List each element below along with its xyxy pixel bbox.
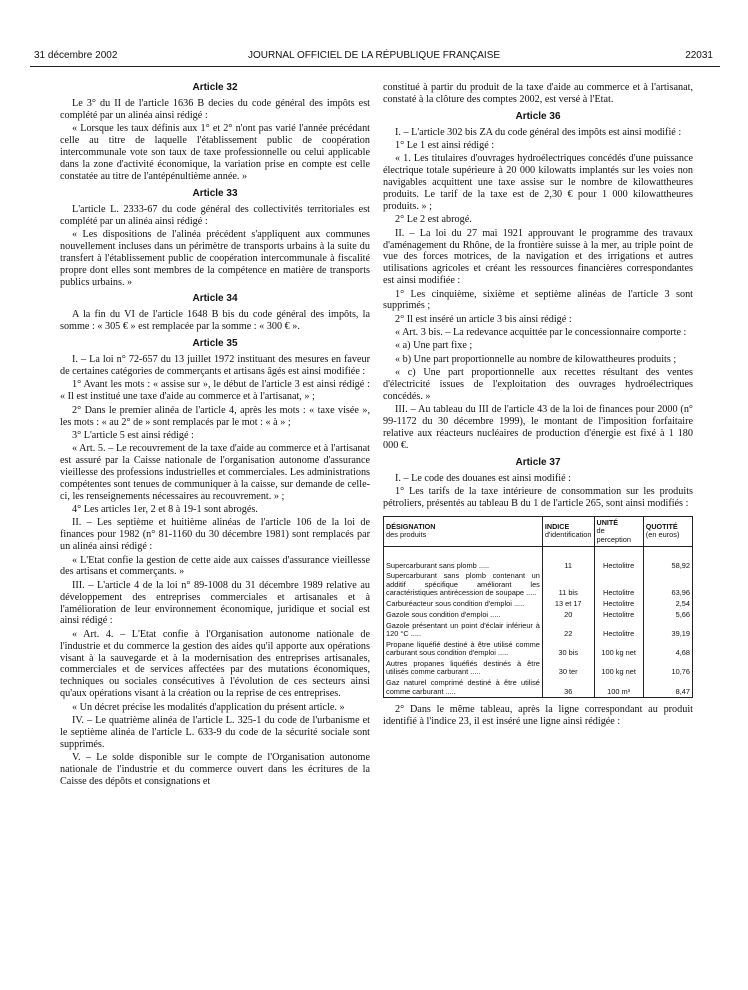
paragraph: constitué à partir du produit de la taxe d'aide au commerce et à l'artisanat, constaté à la clôture des comptes 2002, est versé à l'Etat. [383,82,693,105]
col-header-indice: INDICE d'identification [542,516,594,546]
cell-unite: 100 kg net [594,640,643,659]
table-row [384,678,693,698]
cell-unite: Hectolitre [594,561,643,572]
paragraph: « Les dispositions de l'alinéa précédent s'appliquent aux communes nouvellement incluses dans un périmètre de transports urbains à la suite du transfert à l'établissement public de coopération intercommunale à fiscalité propre dont elles sont membres de la compétence en matière de transports publics urbains. » [60,228,370,288]
paragraph: IV. – Le quatrième alinéa de l'article L. 325-1 du code de l'urbanisme et le septième alinéa de l'article L. 633-9 du code de la sécurité sociale sont supprimés. [60,714,370,750]
paragraph: 1° Avant les mots : « assise sur », le début de l'article 3 est ainsi rédigé : « Il est institué une taxe d'aide au commerce et à l'artisanat, » ; [60,379,370,403]
cell-quotite: 58,92 [643,561,692,572]
table-row [384,640,693,659]
article-35-title: Article 35 [192,338,238,350]
cell-quotite: 39,19 [643,620,692,639]
cell-designation: Gazole présentant un point d'éclair inférieur à 120 °C ..... [384,620,543,639]
tax-rates-table [383,516,693,698]
paragraph: « Un décret précise les modalités d'application du présent article. » [72,701,345,713]
paragraph: I. – La loi n° 72-657 du 13 juillet 1972 instituant des mesures en faveur de certaines catégories de commerçants et artisans âgés est ainsi modifiée : [60,354,370,378]
paragraph: II. – Les septième et huitième alinéas de l'article 106 de la loi de finances pour 1982 (n° 81-1160 du 30 décembre 1981) sont remplacés par un alinéa ainsi rédigé : [60,517,370,553]
paragraph: 2° Dans le même tableau, après la ligne correspondant au produit identifié à l'indice 23, il est inséré une ligne ainsi rédigée : [383,704,693,728]
paragraph: « a) Une part fixe ; [395,340,473,352]
article-37-title: Article 37 [515,456,561,468]
paragraph: 1° Les cinquième, sixième et septième alinéas de l'article 3 sont supprimés ; [383,288,693,312]
article-32-title: Article 32 [192,82,238,93]
cell-quotite: 4,68 [643,640,692,659]
col-header-designation: DÉSIGNATION des produits [384,516,543,546]
cell-quotite: 2,54 [643,599,692,610]
cell-designation: Gaz naturel comprimé destiné à être utilisé comme carburant ..... [384,678,543,698]
table-row [384,610,693,621]
cell-unite: 100 m³ [594,678,643,698]
right-column [383,82,693,729]
paragraph: 3° L'article 5 est ainsi rédigé : [72,429,194,441]
paragraph: 2° Le 2 est abrogé. [395,214,472,226]
paragraph: III. – L'article 4 de la loi n° 89-1008 du 31 décembre 1989 relative au développement des entreprises commerciales et artisanales et à l'amélioration de leur environnement économique, juridique et social est ainsi rédigé : [60,579,370,627]
paragraph: I. – Le code des douanes est ainsi modifié : [395,472,571,484]
col-header-unite: UNITÉ de perception [594,516,643,546]
header-rule [30,66,720,67]
cell-designation: Autres propanes liquéfiés destinés à être utilisés comme carburant ..... [384,659,543,678]
cell-quotite: 63,96 [643,571,692,599]
cell-unite: Hectolitre [594,610,643,621]
cell-quotite: 8,47 [643,678,692,698]
paragraph: II. – La loi du 27 mai 1921 approuvant le programme des travaux d'aménagement du Rhône, de la frontière suisse à la mer, au triple point de vue des forces motrices, de la navigation et des irrigations et autres utilisations agricoles et créant les ressources financières correspondantes est ainsi modifiée : [383,227,693,287]
page-number: 22031 [685,50,713,61]
journal-title: JOURNAL OFFICIEL DE LA RÉPUBLIQUE FRANÇAISE [247,50,501,61]
cell-indice: 22 [542,620,594,639]
paragraph: « Art. 4. – L'Etat confie à l'Organisation autonome nationale de l'industrie et du commerce la gestion des aides qu'il apporte aux opérations visant à la sauvegarde et à la modernisation des entreprises artisanales, commerciales et de services affectées par des mutations économiques, techniques ou sociales consécutives à l'évolution de ces secteurs ainsi qu'aux opérations visant à la création ou la reprise de ces entreprises. [60,628,370,700]
paragraph: « Art. 5. – Le recouvrement de la taxe d'aide au commerce et à l'artisanat est assuré par la Caisse nationale de l'organisation autonome d'assurance vieillesse des professions industrielles et commerciales. Les administrations compétentes sont tenues de communiquer à la caisse, sur demande de celle-ci, les renseignements nécessaires au recouvrement. » ; [60,443,370,502]
table-row [384,620,693,639]
cell-unite: 100 kg net [594,659,643,678]
table-row [384,599,693,610]
paragraph: 1° Le 1 est ainsi rédigé : [395,140,495,152]
table-row [384,659,693,678]
paragraph: III. – Au tableau du III de l'article 43 de la loi de finances pour 2000 (n° 99-1172 du 30 décembre 1999), le montant de l'imposition forfaitaire relative aux réacteurs nucléaires de production d'énergie est fixé à 1 180 000 €. [383,404,693,451]
paragraph: « c) Une part proportionnelle aux recettes résultant des ventes d'électricité issues de l'exploitation des ouvrages hydroélectriques concédés. » [383,366,693,402]
paragraph: 2° Il est inséré un article 3 bis ainsi rédigé : [395,313,572,325]
cell-designation: Supercarburant sans plomb ..... [384,561,543,572]
page-header [0,50,748,66]
cell-quotite: 5,66 [643,610,692,621]
paragraph: 1° Les tarifs de la taxe intérieure de consommation sur les produits pétroliers, présentés au tableau B du 1 de l'article 265, sont ainsi modifiés : [383,485,693,509]
cell-indice: 11 [542,561,594,572]
cell-indice: 11 bis [542,571,594,599]
cell-indice: 20 [542,610,594,621]
cell-designation: Propane liquéfié destiné à être utilisé comme carburant sous condition d'emploi ..... [384,640,543,659]
paragraph: « L'Etat confie la gestion de cette aide aux caisses d'assurance vieillesse des artisans et commerçants. » [60,554,370,578]
col-header-quotite: QUOTITÉ (en euros) [643,516,692,546]
paragraph: « 1. Les titulaires d'ouvrages hydroélectriques concédés d'une puissance électrique totale supérieure à 20 000 kilowatts implantés sur les voies non navigables acquittent une taxe assise sur le nombre de kilowattheures produits. Le tarif de la taxe est de 2,30 € pour 1 000 kilowattheures produits. » ; [383,153,693,213]
article-34-title: Article 34 [192,293,238,305]
cell-designation: Supercarburant sans plomb contenant un additif spécifique améliorant les caractéristiques antirécession de soupape ..... [384,571,543,599]
paragraph: « b) Une part proportionnelle au nombre de kilowattheures produits ; [395,353,677,365]
paragraph: Le 3° du II de l'article 1636 B decies du code général des impôts est complété par un alinéa ainsi rédigé : [60,98,370,121]
article-33-title: Article 33 [192,187,238,199]
paragraph: I. – L'article 302 bis ZA du code général des impôts est ainsi modifié : [395,126,682,138]
header-date: 31 décembre 2002 [34,50,118,61]
paragraph: « Art. 3 bis. – La redevance acquittée par le concessionnaire comporte : [395,327,687,339]
paragraph: 4° Les articles 1er, 2 et 8 à 19-1 sont abrogés. [72,504,258,516]
paragraph: « Lorsque les taux définis aux 1° et 2° n'ont pas varié l'année précédant celle au titre de laquelle l'établissement public de coopération intercommunale vote son taux de taxe professionnelle ou celui applicable dans la zone d'activité économique, la variation prise en compte est celle constatée au titre de l'antépénultième année. » [60,123,370,182]
cell-quotite: 10,76 [643,659,692,678]
cell-designation: Gazole sous condition d'emploi ..... [384,610,543,621]
cell-unite: Hectolitre [594,620,643,639]
cell-indice: 30 bis [542,640,594,659]
cell-indice: 13 et 17 [542,599,594,610]
paragraph: V. – Le solde disponible sur le compte de l'Organisation autonome nationale de l'industrie et du commerce ouvert dans les écritures de la Caisse des dépôts et consignations et [60,751,370,787]
cell-indice: 36 [542,678,594,698]
cell-indice: 30 ter [542,659,594,678]
table-row [384,561,693,572]
paragraph: A la fin du VI de l'article 1648 B bis du code général des impôts, la somme : « 305 € » est remplacée par la somme : « 300 € ». [60,309,370,333]
left-column [60,82,370,789]
cell-unite: Hectolitre [594,599,643,610]
cell-unite: Hectolitre [594,571,643,599]
paragraph: 2° Dans le premier alinéa de l'article 4, après les mots : « taxe visée », les mots : « au 2° de » sont remplacés par le mot : « à » ; [60,404,370,428]
paragraph: L'article L. 2333-67 du code général des collectivités territoriales est complété par un alinéa ainsi rédigé : [60,203,370,227]
table-row [384,571,693,599]
cell-designation: Carburéacteur sous condition d'emploi ..... [384,599,543,610]
article-36-title: Article 36 [515,110,561,122]
